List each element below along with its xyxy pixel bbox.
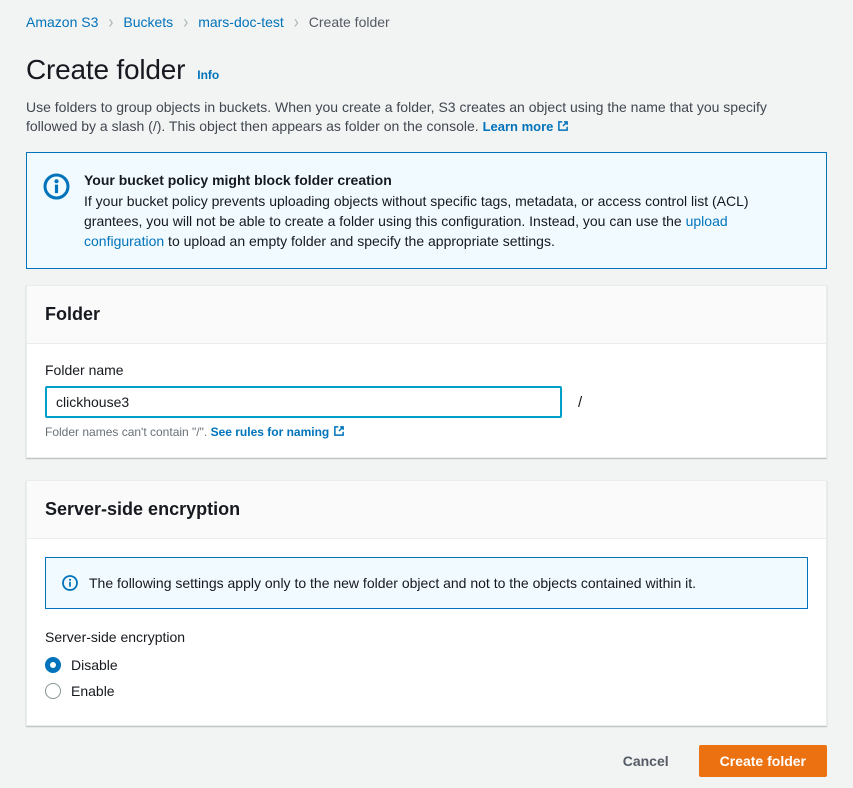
encryption-info-text: The following settings apply only to the new folder object and not to the objects contained within it. [89, 575, 697, 591]
learn-more-link[interactable] [483, 119, 570, 134]
info-link[interactable]: Info [197, 68, 220, 82]
cancel-button[interactable]: Cancel [622, 753, 669, 769]
alert-body [84, 191, 784, 251]
encryption-group-label: Server-side encryption [45, 629, 186, 645]
breadcrumb-link-bucket-name[interactable]: mars-doc-test [198, 14, 284, 30]
breadcrumb-separator-icon: › [183, 11, 189, 33]
page-header [26, 54, 827, 86]
learn-more-label: Learn more [482, 119, 554, 134]
alert-body-text: to upload an empty folder and specify the appropriate settings. [164, 233, 555, 249]
info-icon [62, 575, 78, 591]
encryption-card-title: Server-side encryption [45, 499, 241, 519]
folder-card [26, 285, 827, 458]
breadcrumb-link-buckets[interactable]: Buckets [123, 14, 174, 30]
alert-body-text: If your bucket policy prevents uploading objects without specific tags, metadata, or access control list (ACL) grantees, you will not be able to create a folder using this configuration. Instead, you can use the [84, 193, 749, 229]
encryption-card-header [27, 481, 826, 539]
folder-name-helper [45, 425, 808, 439]
folder-card-body [27, 344, 826, 457]
alert-title: Your bucket policy might block folder creation [84, 172, 392, 188]
radio-option-disable[interactable] [45, 657, 808, 673]
encryption-card [26, 480, 827, 726]
slash-suffix: / [578, 393, 583, 411]
radio-option-enable[interactable] [45, 683, 808, 699]
external-link-icon [557, 120, 569, 132]
radio-unselected-icon[interactable] [45, 683, 61, 699]
footer-actions [26, 745, 827, 777]
breadcrumb-separator-icon: › [293, 11, 299, 33]
info-icon [43, 173, 70, 200]
breadcrumb [26, 11, 827, 33]
breadcrumb-link-amazon-s3[interactable]: Amazon S3 [26, 14, 99, 30]
breadcrumb-current-page: Create folder [308, 14, 390, 30]
external-link-icon [333, 425, 345, 437]
alert-content [84, 170, 784, 251]
folder-name-label: Folder name [45, 362, 124, 378]
naming-rules-link[interactable] [211, 425, 346, 439]
upload-configuration-link[interactable]: upload configuration [84, 213, 728, 249]
radio-label-disable[interactable]: Disable [71, 657, 118, 673]
folder-name-input[interactable] [45, 386, 562, 418]
encryption-card-body [27, 539, 826, 725]
radio-selected-icon[interactable] [45, 657, 61, 673]
radio-label-enable[interactable]: Enable [71, 683, 115, 699]
encryption-info-banner [45, 557, 808, 609]
folder-name-input-row [45, 386, 808, 418]
folder-card-header [27, 286, 826, 344]
page-description-text: Use folders to group objects in buckets. When you create a folder, S3 creates an object using the name that you specify followed by a slash (/). This object then appears as folder on the console. [26, 99, 767, 134]
folder-card-title: Folder [45, 304, 101, 324]
naming-rules-label: See rules for naming [210, 425, 330, 439]
bucket-policy-alert [26, 152, 827, 269]
page-title: Create folder [26, 54, 186, 85]
page-description [26, 98, 821, 136]
create-folder-button[interactable]: Create folder [699, 745, 827, 777]
breadcrumb-separator-icon: › [108, 11, 114, 33]
folder-name-helper-text: Folder names can't contain "/". [45, 425, 211, 439]
